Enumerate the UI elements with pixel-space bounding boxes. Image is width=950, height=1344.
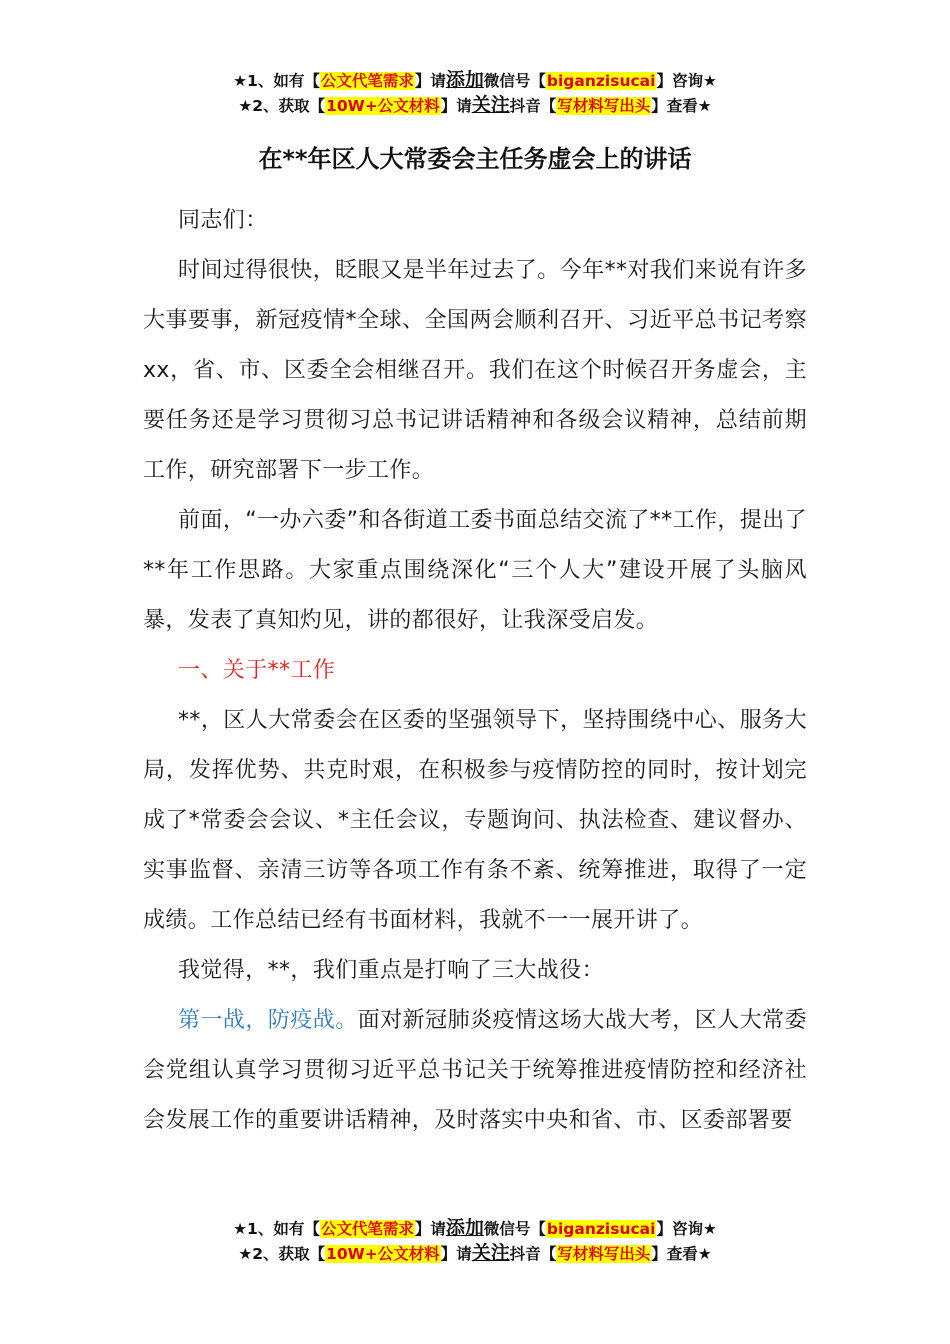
banner-emphasis: 添加: [445, 1217, 484, 1239]
document-body: [143, 196, 807, 1146]
banner-line-1: [0, 1216, 950, 1241]
banner-text: ★2、获取【: [238, 1245, 326, 1263]
banner-highlight: 公文代笔需求: [320, 1220, 414, 1238]
banner-text: ★1、如有【: [233, 72, 320, 90]
banner-highlight: 10W+公文材料: [326, 1245, 440, 1263]
banner-highlight: biganzisucai: [546, 1220, 656, 1238]
banner-highlight: 写材料写出头: [557, 97, 651, 115]
banner-text: 】请: [440, 97, 472, 115]
banner-text: 】查看★: [651, 1245, 712, 1263]
banner-emphasis: 添加: [445, 69, 484, 91]
banner-emphasis: 关注: [471, 1242, 510, 1264]
greeting: 同志们：: [178, 208, 268, 233]
paragraph: **，区人大常委会在区委的坚强领导下，坚持围绕中心、服务大局，发挥优势、共克时艰，在积极参与疫情防控的同时，按计划完成了*常委会会议、*主任会议，专题询问、执法检查、建议督办、实事监督、亲清三访等各项工作有条不紊、统筹推进，取得了一定成绩。工作总结已经有书面材料，我就不一一展开讲了。: [143, 708, 807, 933]
banner-text: 抖音【: [509, 1245, 557, 1263]
banner-text: 抖音【: [509, 97, 557, 115]
banner-text: 】查看★: [651, 97, 712, 115]
banner-line-1: [0, 68, 950, 93]
paragraph: [143, 996, 807, 1146]
banner-text: 微信号【: [483, 72, 546, 90]
banner-emphasis: 关注: [471, 94, 510, 116]
banner-text: 】请: [414, 72, 446, 90]
banner-text: 微信号【: [483, 1220, 546, 1238]
banner-line-2: [0, 1241, 950, 1266]
banner-text: 】请: [414, 1220, 446, 1238]
paragraph-lead: 第一战，防疫战。: [178, 1008, 358, 1033]
banner-text: ★2、获取【: [238, 97, 326, 115]
banner-highlight: 写材料写出头: [557, 1245, 651, 1263]
paragraph: 时间过得很快，眨眼又是半年过去了。今年**对我们来说有许多大事要事，新冠疫情*全球、全国两会顺利召开、习近平总书记考察xx，省、市、区委全会相继召开。我们在这个时候召开务虚会，主要任务还是学习贯彻习总书记讲话精神和各级会议精神，总结前期工作，研究部署下一步工作。: [143, 258, 807, 483]
banner-highlight: biganzisucai: [546, 72, 656, 90]
section-heading: 一、关于**工作: [178, 658, 336, 683]
banner-text: 】请: [440, 1245, 472, 1263]
top-banner: [0, 68, 950, 118]
banner-highlight: 公文代笔需求: [320, 72, 414, 90]
paragraph-text: 面对新冠肺炎疫情这场大战大考，区人大常委会党组认真学习贯彻习近平总书记关于统筹推进疫情防控和经济社会发展工作的重要讲话精神，及时落实中央和省、市、区委部署要: [143, 1008, 807, 1133]
banner-text: 】咨询★: [656, 72, 717, 90]
paragraph: 前面，“一办六委”和各街道工委书面总结交流了**工作，提出了**年工作思路。大家重点围绕深化“三个人大”建设开展了头脑风暴，发表了真知灼见，讲的都很好，让我深受启发。: [143, 508, 807, 633]
paragraph: 我觉得，**，我们重点是打响了三大战役：: [178, 958, 605, 983]
bottom-banner: [0, 1216, 950, 1266]
banner-text: 】咨询★: [656, 1220, 717, 1238]
banner-text: ★1、如有【: [233, 1220, 320, 1238]
banner-line-2: [0, 93, 950, 118]
banner-highlight: 10W+公文材料: [326, 97, 440, 115]
document-title: 在**年区人大常委会主任务虚会上的讲话: [258, 145, 692, 173]
